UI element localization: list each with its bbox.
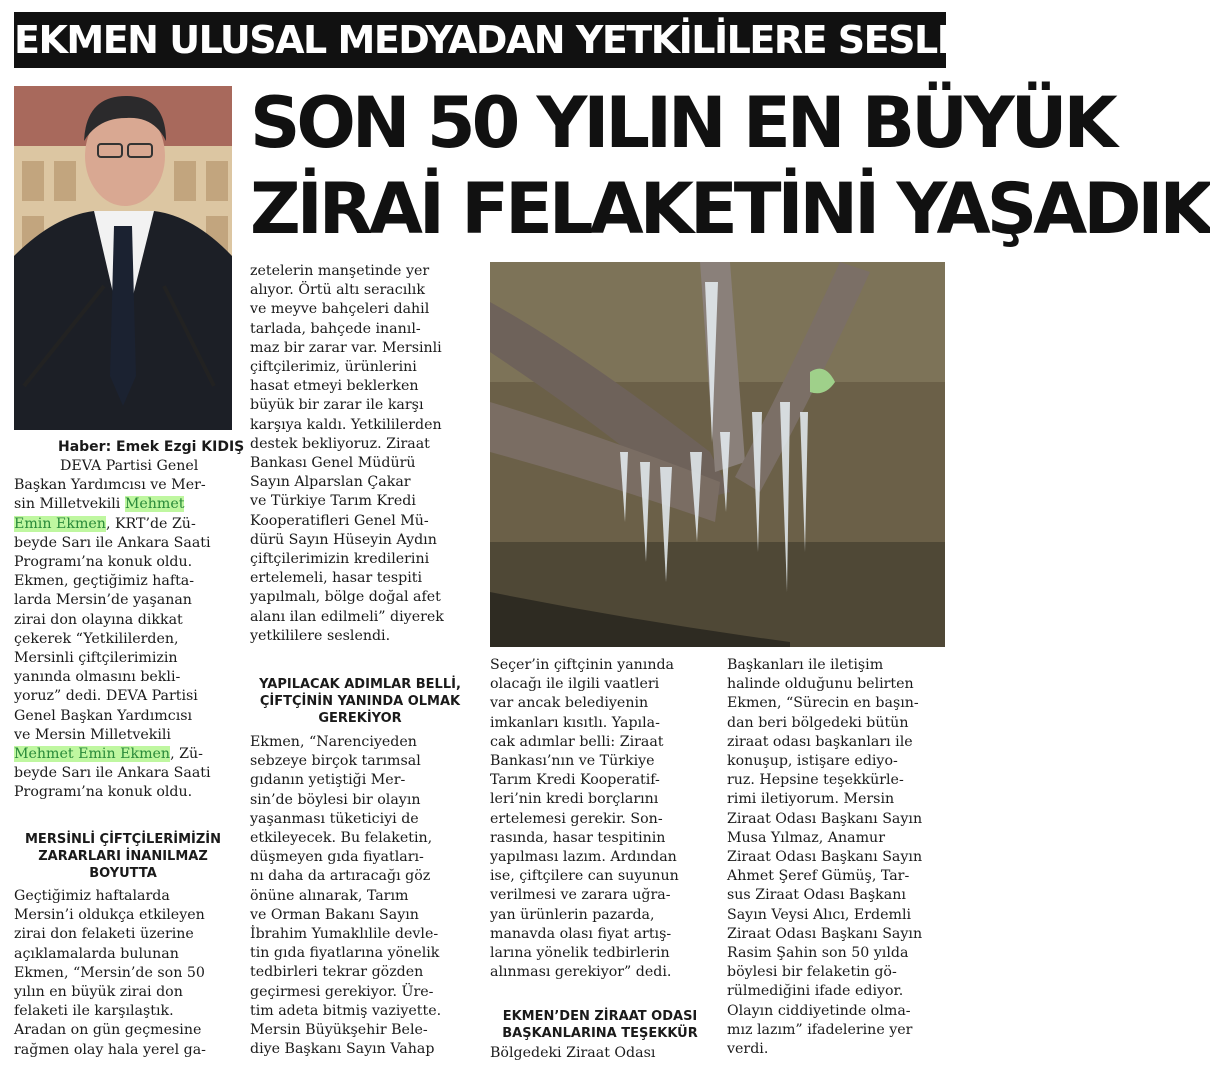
text-line: larda Mersin’de yaşanan bbox=[14, 592, 192, 609]
portrait-photo bbox=[14, 86, 232, 430]
text-line: Ziraat Odası Başkanı Sayın bbox=[727, 925, 923, 942]
text-line: rülmediğini ifade ediyor. bbox=[727, 983, 904, 1000]
text-line: felaketi ile karşılaştık. bbox=[14, 1003, 174, 1020]
text-line: hasat etmeyi beklerken bbox=[250, 378, 419, 395]
text-line: zetelerin manşetinde yer bbox=[250, 263, 430, 279]
text-line: Ekmen, “Mersin’de son 50 bbox=[14, 964, 205, 981]
text-line: yapılmalı, bölge doğal afet bbox=[250, 589, 441, 606]
text-line: verdi. bbox=[727, 1041, 769, 1058]
text-line: sin’de böylesi bir olayın bbox=[250, 791, 421, 808]
text-line: halinde olduğunu belirten bbox=[727, 676, 914, 693]
subhead-line: ZARARLARI İNANILMAZ bbox=[38, 849, 208, 864]
text-line: Ziraat Odası Başkanı Sayın bbox=[727, 810, 923, 827]
byline: Haber: Emek Ezgi KIDIŞ bbox=[58, 439, 245, 455]
text-line: Seçer’in çiftçinin yanında bbox=[490, 657, 675, 673]
text-line: sebzeye birçok tarımsal bbox=[250, 753, 421, 770]
text-line: yaşanması tüketiciyi de bbox=[250, 810, 419, 827]
text-line: dürü Sayın Hüseyin Aydın bbox=[250, 531, 437, 548]
text-line: çiftçilerimizin kredilerini bbox=[250, 551, 430, 568]
text-line: nı daha da artıracağı göz bbox=[250, 868, 431, 885]
text-line: çiftçilerimiz, ürünlerini bbox=[250, 359, 417, 376]
text-line: Rasim Şahin son 50 yılda bbox=[727, 945, 909, 962]
text-line: ise, çiftçilere can suyunun bbox=[490, 868, 679, 885]
column-3-body bbox=[490, 656, 679, 982]
text-line: Mersinli çiftçilerimizin bbox=[14, 650, 178, 667]
text-line: açıklamalarda bulunan bbox=[14, 945, 179, 962]
text-line: maz bir zarar var. Mersinli bbox=[250, 339, 442, 356]
subhead-line: MERSİNLİ ÇİFTÇİLERİMİZİN bbox=[25, 832, 221, 847]
text-line: ve Orman Bakanı Sayın bbox=[250, 906, 419, 923]
text-line: Emin Ekmen, KRT’de Zü- bbox=[14, 515, 196, 532]
subhead-2 bbox=[250, 676, 470, 727]
text-line: ziraat odası başkanları ile bbox=[727, 733, 913, 750]
text-line: rağmen olay hala yerel ga- bbox=[14, 1041, 206, 1058]
text-line: Başkanları ile iletişim bbox=[727, 657, 884, 673]
text-line: yılın en büyük zirai don bbox=[14, 984, 183, 1001]
text-line: mız lazım” ifadelerine yer bbox=[727, 1021, 913, 1038]
text-line: Mersin’i oldukça etkileyen bbox=[14, 907, 205, 924]
text-line: yanında olmasını bekli- bbox=[14, 669, 181, 686]
text-line: etkileyecek. Bu felaketin, bbox=[250, 830, 433, 847]
highlighted-name: Emin Ekmen bbox=[14, 515, 106, 532]
text-line: beyde Sarı ile Ankara Saati bbox=[14, 765, 211, 782]
text-line: tim adeta bitmiş vaziyette. bbox=[250, 1002, 442, 1019]
text-line: Tarım Kredi Kooperatif- bbox=[490, 772, 660, 789]
text-line: gıdanın yetiştiği Mer- bbox=[250, 772, 406, 789]
text-line: Programı’na konuk oldu. bbox=[14, 784, 193, 801]
text-line: manavda olası fiyat artış- bbox=[490, 925, 672, 942]
column-4-body bbox=[727, 656, 922, 1059]
text-line: tin gıda fiyatlarına yönelik bbox=[250, 945, 440, 962]
text-line: Mersin Büyükşehir Bele- bbox=[250, 1022, 428, 1039]
text-line: ve Türkiye Tarım Kredi bbox=[250, 493, 416, 510]
subhead-line: ÇİFTÇİNİN YANINDA OLMAK bbox=[259, 694, 461, 709]
text-line: Musa Yılmaz, Anamur bbox=[727, 829, 885, 846]
text-line: alıyor. Örtü altı seracılık bbox=[250, 282, 425, 299]
text-line: DEVA Partisi Genel bbox=[60, 458, 199, 474]
text-line: Sayın Alparslan Çakar bbox=[250, 474, 411, 491]
text-line: önüne alınarak, Tarım bbox=[250, 887, 409, 904]
column-3-tail bbox=[490, 1044, 655, 1063]
column-2-top bbox=[250, 262, 444, 646]
text-line: destek bekliyoruz. Ziraat bbox=[250, 435, 430, 452]
text-line: ve meyve bahçeleri dahil bbox=[250, 301, 430, 318]
text-line: alanı ilan edilmeli” diyerek bbox=[250, 608, 444, 625]
subhead-1 bbox=[14, 831, 232, 882]
text-line: Ahmet Şeref Gümüş, Tar- bbox=[727, 868, 910, 885]
text-line: Programı’na konuk oldu. bbox=[14, 554, 193, 571]
text-line: sin Milletvekili Mehmet bbox=[14, 496, 185, 513]
text-line: Ekmen, geçtiğimiz hafta- bbox=[14, 573, 195, 590]
text-line: leri’nin kredi borçlarını bbox=[490, 791, 659, 808]
text-line: Ziraat Odası Başkanı Sayın bbox=[727, 849, 923, 866]
text-line: Genel Başkan Yardımcısı bbox=[14, 707, 193, 724]
text-line: böylesi bir felaketin gö- bbox=[727, 964, 897, 981]
kicker-banner: EKMEN ULUSAL MEDYADAN YETKİLİLERE SESLENDİ: bbox=[14, 12, 946, 68]
subhead-3 bbox=[490, 1008, 710, 1042]
text-line: ve Mersin Milletvekili bbox=[14, 726, 171, 743]
text-line: yoruz” dedi. DEVA Partisi bbox=[14, 688, 198, 705]
text-line: tarlada, bahçede inanıl- bbox=[250, 320, 421, 337]
text-line: Bankası Genel Müdürü bbox=[250, 455, 416, 472]
text-line: ertelemeli, hasar tespiti bbox=[250, 570, 423, 587]
text-line: var ancak belediyenin bbox=[490, 695, 649, 712]
text-line: rasında, hasar tespitinin bbox=[490, 829, 666, 846]
subhead-line: YAPILACAK ADIMLAR BELLİ, bbox=[259, 677, 461, 692]
text-line: geçirmesi gerekiyor. Üre- bbox=[250, 983, 434, 1000]
text-line: Mehmet Emin Ekmen, Zü- bbox=[14, 746, 203, 763]
text-line: cak adımlar belli: Ziraat bbox=[490, 733, 664, 750]
text-line: yapılması lazım. Ardından bbox=[490, 849, 677, 866]
text-line: ertelemesi gerekir. Son- bbox=[490, 810, 663, 827]
text-line: Bankası’nın ve Türkiye bbox=[490, 753, 655, 770]
text-line: Başkan Yardımcısı ve Mer- bbox=[14, 477, 206, 494]
text-line: tedbirleri tekrar gözden bbox=[250, 964, 424, 981]
text-line: yan ürünlerin pazarda, bbox=[490, 906, 655, 923]
text-line: alınması gerekiyor” dedi. bbox=[490, 964, 672, 981]
subhead-line: GEREKİYOR bbox=[318, 711, 402, 726]
text-line: Ekmen, “Narenciyeden bbox=[250, 734, 417, 750]
text-line: dan beri bölgedeki bütün bbox=[727, 714, 909, 731]
headline-line-2: ZİRAİ FELAKETİNİ YAŞADIK bbox=[250, 168, 1210, 250]
text-line: çekerek “Yetkililerden, bbox=[14, 630, 179, 647]
text-line: imkanları kısıtlı. Yapıla- bbox=[490, 714, 660, 731]
text-line: beyde Sarı ile Ankara Saati bbox=[14, 534, 211, 551]
text-line: konuşup, istişare ediyo- bbox=[727, 753, 898, 770]
text-line: büyük bir zarar ile karşı bbox=[250, 397, 424, 414]
text-line: larına yönelik tedbirlerin bbox=[490, 945, 670, 962]
subhead-line: EKMEN’DEN ZİRAAT ODASI bbox=[502, 1009, 698, 1024]
frozen-tree-image bbox=[490, 262, 945, 647]
text-line: İbrahim Yumaklılile devle- bbox=[250, 926, 439, 943]
text-line: karşıya kaldı. Yetkililerden bbox=[250, 416, 442, 433]
text-line: Geçtiğimiz haftalarda bbox=[14, 888, 170, 904]
text-line: rimi iletiyorum. Mersin bbox=[727, 791, 895, 808]
text-line: zirai don olayına dikkat bbox=[14, 611, 183, 628]
highlighted-name: Mehmet bbox=[124, 496, 185, 513]
highlighted-name: Mehmet Emin Ekmen bbox=[14, 746, 171, 763]
text-line: Sayın Veysi Alıcı, Erdemli bbox=[727, 906, 912, 923]
speaker-portrait-image bbox=[14, 86, 232, 430]
headline-line-1: SON 50 YILIN EN BÜYÜK bbox=[250, 82, 1114, 164]
text-line: zirai don felaketi üzerine bbox=[14, 926, 194, 943]
text-line: Olayın ciddiyetinde olma- bbox=[727, 1002, 911, 1019]
text-line: diye Başkanı Sayın Vahap bbox=[250, 1041, 435, 1058]
text-line: Bölgedeki Ziraat Odası bbox=[490, 1045, 656, 1061]
frozen-tree-photo bbox=[490, 262, 945, 647]
text-line: olacağı ile ilgili vaatleri bbox=[490, 676, 660, 693]
text-line: ruz. Hepsine teşekkürle- bbox=[727, 772, 904, 789]
subhead-line: BOYUTTA bbox=[89, 866, 157, 881]
text-line: düşmeyen gıda fiyatları- bbox=[250, 849, 424, 866]
text-line: Aradan on gün geçmesine bbox=[14, 1022, 202, 1039]
subhead-line: BAŞKANLARINA TEŞEKKÜR bbox=[502, 1026, 698, 1041]
column-2-body bbox=[250, 733, 441, 1059]
text-line: verilmesi ve zarara uğra- bbox=[490, 887, 671, 904]
column-1-body bbox=[14, 887, 206, 1060]
column-1-lead bbox=[14, 457, 211, 803]
headline bbox=[250, 80, 1210, 252]
text-line: Kooperatifleri Genel Mü- bbox=[250, 512, 429, 529]
text-line: yetkililere seslendi. bbox=[250, 627, 391, 644]
text-line: Ekmen, “Sürecin en başın- bbox=[727, 695, 919, 712]
text-line: sus Ziraat Odası Başkanı bbox=[727, 887, 906, 904]
